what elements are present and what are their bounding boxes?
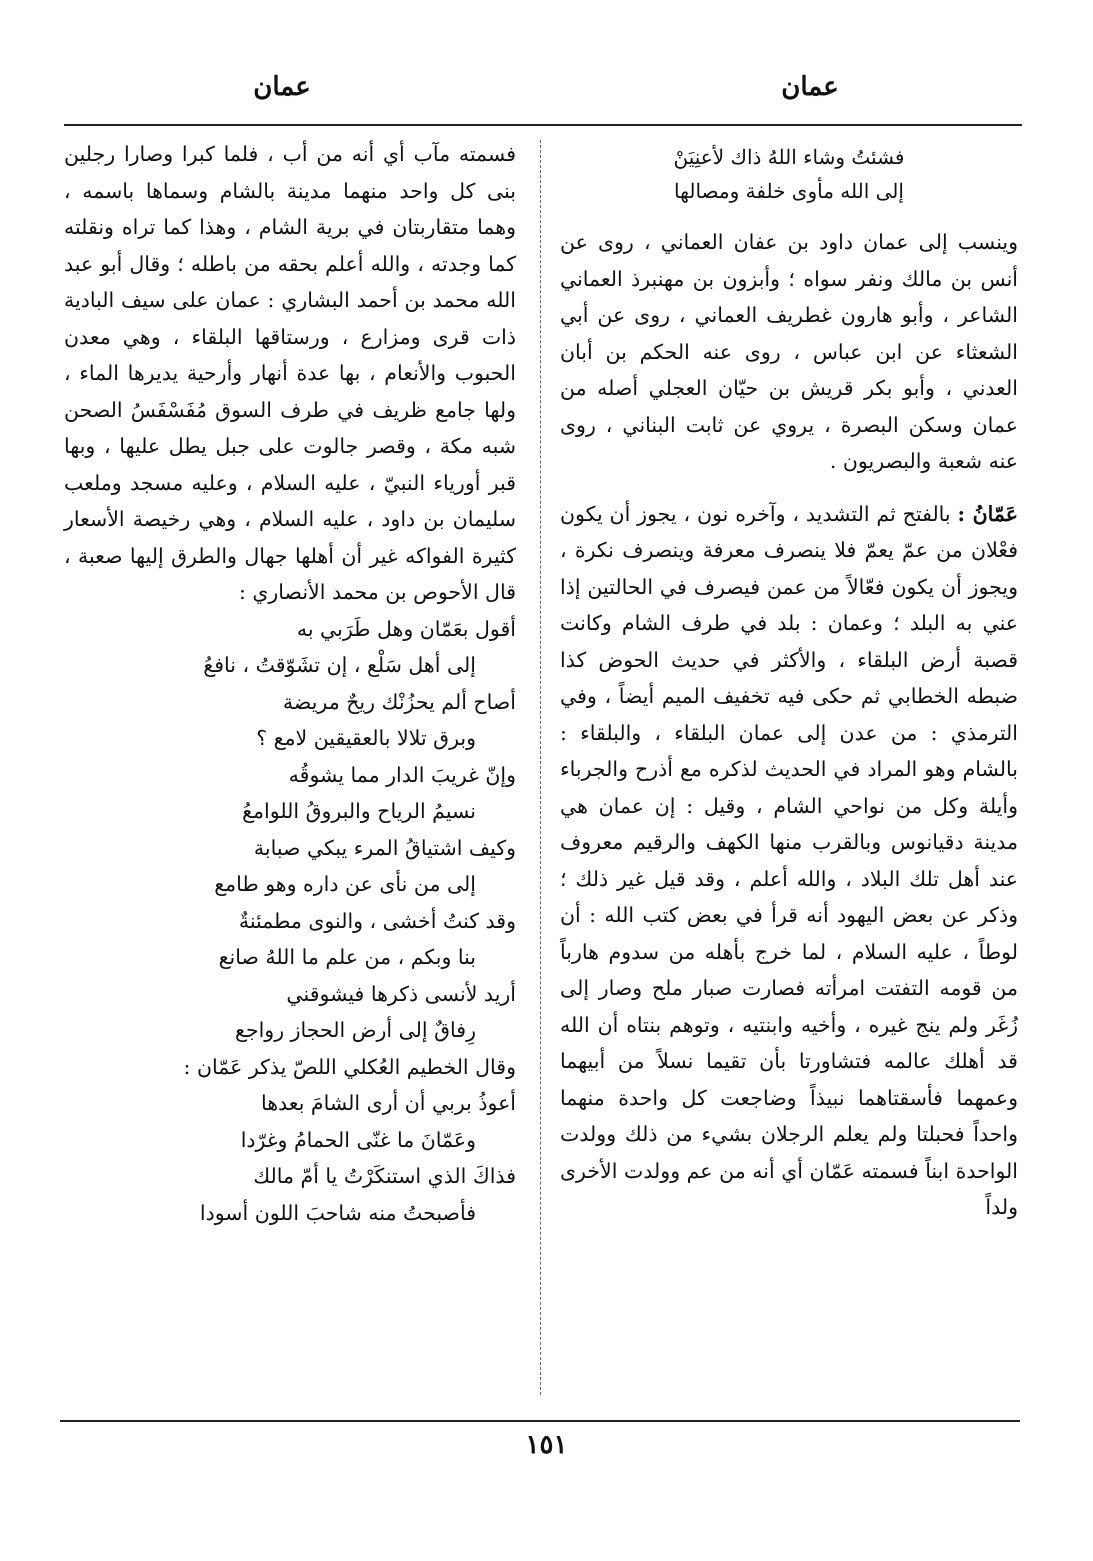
header-rule — [64, 124, 1022, 126]
poem-line: وعَمّانَ ما غنّى الحمامُ وغرّدا — [240, 1127, 476, 1152]
poem-line: إلى من نأى عن داره وهو طامع — [214, 872, 476, 896]
amman-entry-paragraph — [560, 496, 1018, 1226]
poem-line: فأصبحتُ منه شاحبَ اللون أسودا — [199, 1200, 476, 1225]
continuation-paragraph: فسمته مآب أي أنه من أب ، فلما كبرا وصارا رجلين بنى كل واحد منهما مدينة بالشام وسماها باسمه ، وهما متقاربتان في برية الشام ، وهذا كما تراه ونقلته كما وجدته ، والله أعلم بحقه من باطله ؛ وقال أبو عبد الله محمد بن أحمد البشاري : عمان على سيف البادية ذات قرى ومزارع ، ورستاقها البلقاء ، وهي معدن الحبوب والأنعام ، بها عدة أنهار وأرحية يديرها الماء ، ولها جامع ظريف في طرف السوق مُفَسْفَسُ الصحن شبه مكة ، وقصر جالوت على جبل يطل عليها ، وبها قبر أورياء النبيّ ، عليه السلام ، وعليه مسجد وملعب سليمان بن داود ، عليه السلام ، وهي رخيصة الأسعار كثيرة الفواكه غير أن أهلها جهال والطرق إليها صعبة ، قال الأحوص بن محمد الأنصاري : — [64, 142, 516, 604]
poem-line: وإنّ غريبَ الدار مما يشوقُه — [288, 762, 516, 787]
right-column — [560, 140, 1018, 1226]
opening-verse — [560, 140, 1018, 208]
verse-line: إلى الله مأوى خلفة ومصالها — [674, 179, 904, 203]
column-divider — [540, 140, 541, 1395]
entry-headword: عَمّانُ : — [957, 501, 1018, 526]
poem-line: نسيمُ الرياح والبروقُ اللوامعُ — [242, 799, 476, 823]
entry-text: بالفتح ثم التشديد ، وآخره نون ، يجوز أن يكون فعْلان من عمّ يعمّ فلا ينصرف معرفة وينصرف نكرة ، ويجوز أن يكون فعّالاً من عمن فيصرف في الحالتين إذا عني به البلد ؛ وعمان : بلد في طرف الشام وكانت قصبة أرض البلقاء ، والأكثر في حديث الحوض كذا ضبطه الخطابي ثم حكى فيه تخفيف الميم أيضاً ، وفي الترمذي : من عدن إلى عمان البلقاء ، والبلقاء : بالشام وهو المراد في الحديث لذكره مع أذرح والجرباء وأيلة وكل من نواحي الشام ، وقيل : إن عمان هي مدينة دقيانوس وبالقرب منها الكهف والرقيم معروف عند أهل تلك البلاد ، والله أعلم ، وقد قيل غير ذلك ؛ وذكر عن بعض اليهود أنه قرأ في بعض كتب الله : أن لوطاً ، عليه السلام ، لما خرج بأهله من سدوم هارباً من قومه التفتت امرأته فصارت صبار ملح وصار إلى زُغَر ولم ينج غيره ، وأخيه وابنتيه ، وتوهم بنتاه أن الله قد أهلك عالمه فتشاورتا بأن تقيما نسلاً من أبيهما وعمهما فأسقتاهما نبيذاً وضاجعت كل واحدة منهما واحداً فحبلتا ولم يعلم الرجلان بشيء من ذلك وولدت الواحدة ابناً فسمته عَمّان أي أنه من عم وولدت الأخرى ولداً — [560, 501, 1018, 1219]
poem-line: أقول بعَمّان وهل طَرَبي به — [296, 616, 516, 641]
poem-al-khatim — [64, 1085, 516, 1231]
running-header-left: عمان — [253, 72, 311, 102]
poem-line: أريد لأنسى ذكرها فيشوقني — [286, 981, 516, 1006]
footer-rule — [60, 1420, 1020, 1422]
poem-line: وقد كنتُ أخشى ، والنوى مطمئنةٌ — [238, 908, 516, 933]
poem-al-ahwas — [64, 611, 516, 1049]
left-column — [64, 136, 516, 1231]
poem-line: وكيف اشتياقُ المرء يبكي صبابة — [253, 835, 516, 860]
poem2-intro: وقال الخطيم العُكلي اللصّ يذكر عَمّان : — [183, 1054, 516, 1079]
poem-line: وبرق تلالا بالعقيقين لامع ؟ — [256, 726, 476, 750]
page-number: ١٥١ — [525, 1430, 568, 1460]
verse-line: فشئتُ وشاء اللهُ ذاك لأعنِيَنْ — [673, 145, 905, 169]
poem-line: أعوذُ بربي أن أرى الشامَ بعدها — [260, 1091, 516, 1115]
narrators-paragraph: وينسب إلى عمان داود بن عفان العماني ، روى عن أنس بن مالك ونفر سواه ؛ وأبزون بن مهنبرذ العماني الشاعر ، وأبو هارون غطريف العماني ، روى عن أبي الشعثاء عن ابن عباس ، روى عنه الحكم بن أبان العدني ، وأبو بكر قريش بن حيّان العجلي أصله من عمان وسكن البصرة ، يروي عن ثابت البناني ، روى عنه شعبة والبصريون . — [560, 230, 1018, 473]
poem-line: رِفاقٌ إلى أرض الحجاز رواجع — [235, 1018, 476, 1042]
poem-line: فذاكَ الذي استنكَرْتُ يا أمّ مالك — [253, 1164, 516, 1188]
poem-line: أصاح ألم يحزُنْك ريحٌ مريضة — [282, 689, 516, 714]
poem-line: بنا وبكم ، من علم ما اللهُ صانع — [218, 945, 476, 969]
poem-line: إلى أهل سَلْع ، إن تشَوّقتُ ، نافعُ — [203, 653, 476, 677]
running-header-right: عمان — [781, 72, 839, 102]
